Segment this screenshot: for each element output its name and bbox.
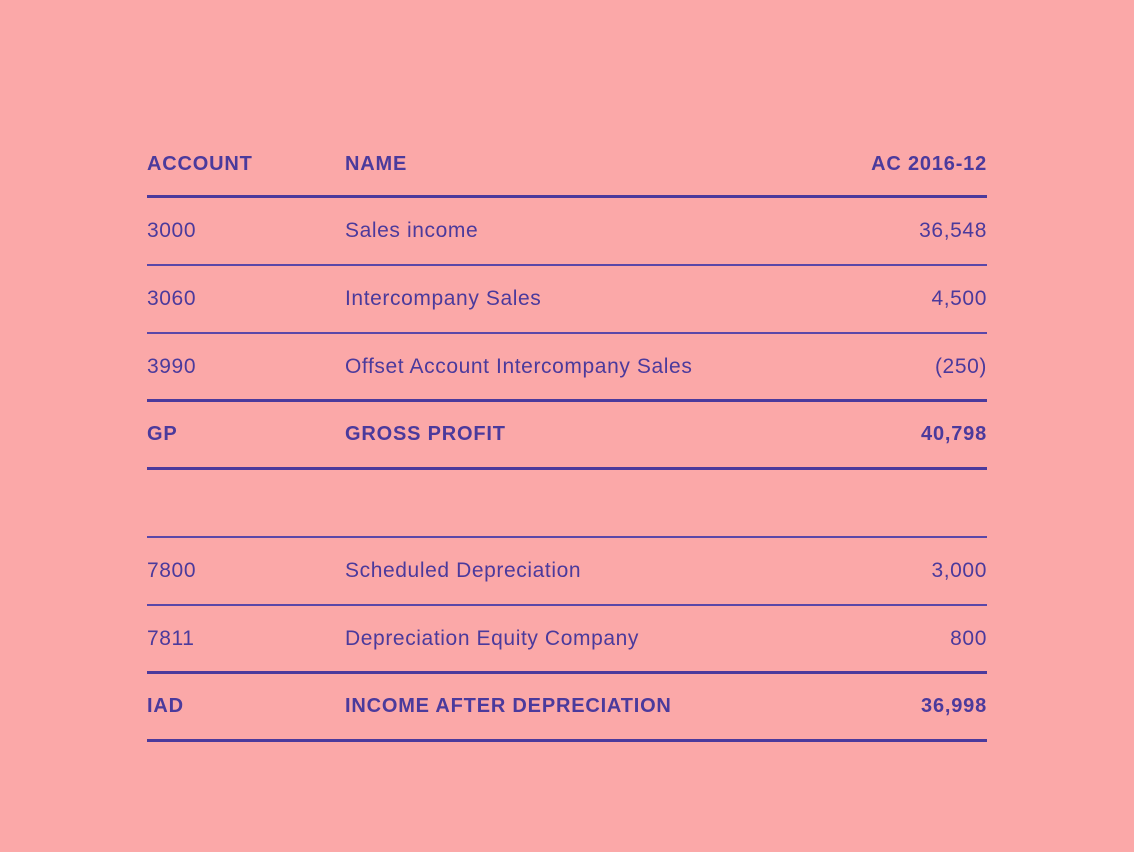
- spacer-row: [147, 470, 987, 538]
- total-row-gross-profit: [147, 402, 987, 470]
- table-header-row: [147, 130, 987, 198]
- name-cell: GROSS PROFIT: [345, 423, 506, 445]
- table-row: [147, 198, 987, 266]
- value-cell: 36,998: [921, 695, 987, 717]
- value-cell: 36,548: [919, 219, 987, 242]
- account-cell: 3990: [147, 354, 197, 378]
- value-cell: 800: [950, 626, 987, 650]
- account-cell: 3060: [147, 287, 197, 310]
- name-cell: Offset Account Intercompany Sales: [345, 354, 693, 378]
- account-cell: 7800: [147, 559, 197, 582]
- account-cell: GP: [147, 423, 178, 445]
- name-cell: INCOME AFTER DEPRECIATION: [345, 695, 672, 717]
- name-cell: Depreciation Equity Company: [345, 626, 640, 650]
- table-row: [147, 266, 987, 334]
- name-cell: Scheduled Depreciation: [345, 559, 582, 582]
- header-value: AC 2016-12: [871, 153, 987, 175]
- table-row: [147, 606, 987, 674]
- total-row-income-after-depreciation: [147, 674, 987, 742]
- account-cell: 3000: [147, 219, 197, 242]
- value-cell: 40,798: [921, 423, 987, 445]
- account-cell: 7811: [147, 626, 195, 650]
- name-cell: Intercompany Sales: [345, 287, 542, 310]
- header-account: ACCOUNT: [147, 153, 253, 175]
- name-cell: Sales income: [345, 219, 479, 242]
- table-row: [147, 538, 987, 606]
- value-cell: 4,500: [931, 287, 987, 310]
- value-cell: (250): [934, 354, 987, 378]
- table-row: [147, 334, 987, 402]
- account-cell: IAD: [147, 695, 184, 717]
- value-cell: 3,000: [931, 559, 987, 582]
- income-statement-table: [147, 130, 987, 742]
- header-name: NAME: [345, 153, 408, 175]
